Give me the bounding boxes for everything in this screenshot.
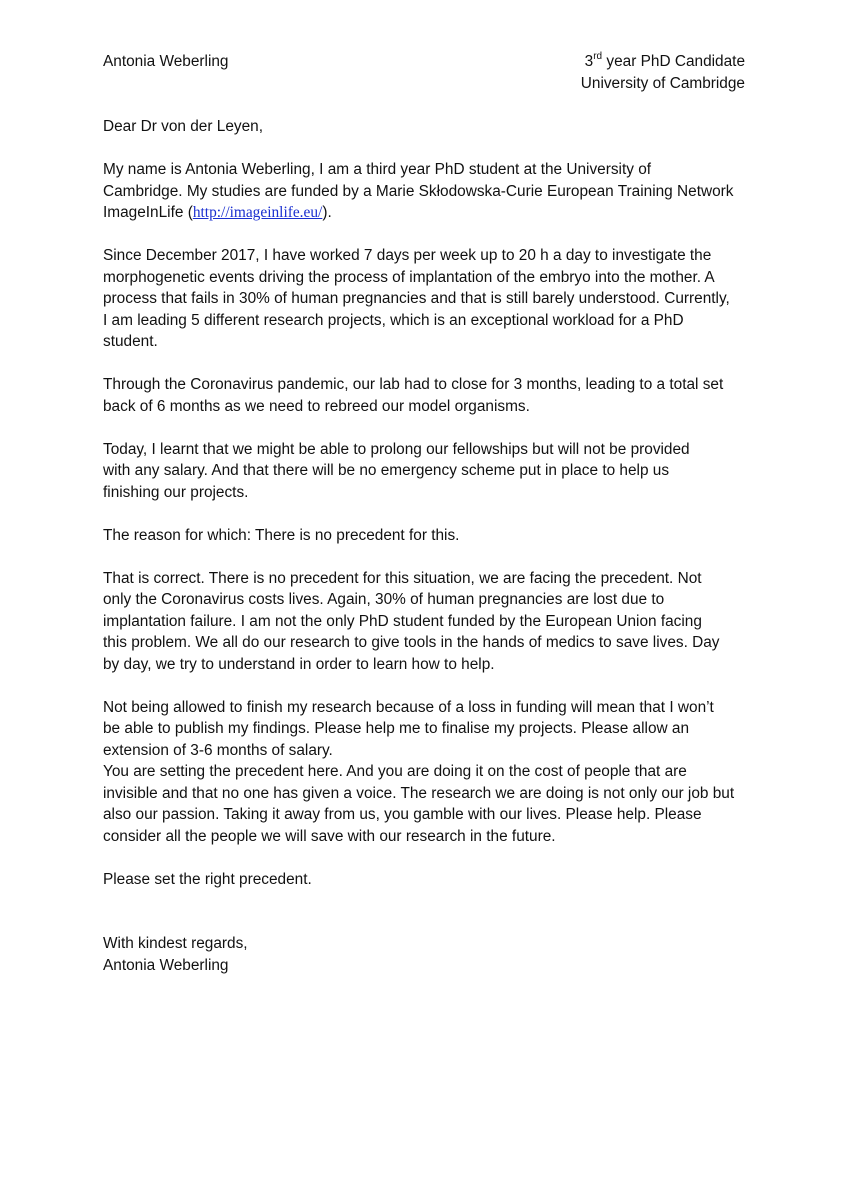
paragraph-line: with any salary. And that there will be no emergency scheme put in place to help us bbox=[103, 462, 670, 479]
paragraph-line: only the Coronavirus costs lives. Again, 30% of human pregnancies are lost due to bbox=[103, 591, 665, 608]
paragraph-line: Not being allowed to finish my research because of a loss in funding will mean that I won’t bbox=[103, 698, 714, 716]
sender-position bbox=[581, 51, 745, 73]
paragraph-line: That is correct. There is no precedent for this situation, we are facing the precedent. Not bbox=[103, 569, 702, 587]
year-ordinal: 3 bbox=[584, 53, 594, 70]
link-suffix: ). bbox=[322, 204, 332, 221]
letter-body bbox=[103, 116, 753, 976]
paragraph-pandemic bbox=[103, 374, 753, 417]
paragraph-appeal bbox=[103, 761, 753, 847]
paragraph-line: The reason for which: There is no precedent for this. bbox=[103, 526, 460, 544]
year-ordinal-suffix: rd bbox=[593, 50, 603, 62]
imageinlife-link[interactable]: http://imageinlife.eu/ bbox=[192, 204, 323, 221]
paragraph-line: Since December 2017, I have worked 7 days per week up to 20 h a day to investigate the bbox=[103, 247, 712, 264]
paragraph-line: extension of 3-6 months of salary. bbox=[103, 741, 333, 759]
paragraph-line: My name is Antonia Weberling, I am a third year PhD student at the University of bbox=[103, 161, 652, 178]
paragraph-line: student. bbox=[103, 333, 158, 350]
paragraph-reason bbox=[103, 525, 753, 547]
link-prefix: ImageInLife ( bbox=[103, 204, 193, 221]
paragraph-line: be able to publish my findings. Please help me to finalise my projects. Please allow an bbox=[103, 720, 690, 737]
paragraph-line: You are setting the precedent here. And you are doing it on the cost of people that are bbox=[103, 763, 687, 780]
paragraph-line: invisible and that no one has given a voice. The research we are doing is not only our job but bbox=[103, 784, 735, 802]
position-title: year PhD Candidate bbox=[602, 53, 745, 70]
paragraph-line: this problem. We all do our research to give tools in the hands of medics to save lives. Day bbox=[103, 634, 720, 651]
sign-off bbox=[103, 933, 753, 976]
paragraph-introduction bbox=[103, 159, 753, 224]
paragraph-final-plea bbox=[103, 869, 753, 891]
paragraph-line: I am leading 5 different research projects, which is an exceptional workload for a PhD bbox=[103, 311, 684, 329]
signature: Antonia Weberling bbox=[103, 956, 229, 974]
sender-name: Antonia Weberling bbox=[103, 53, 229, 70]
paragraph-line: morphogenetic events driving the process of implantation of the embryo into the mother. A bbox=[103, 268, 715, 286]
paragraph-line: finishing our projects. bbox=[103, 483, 249, 501]
paragraph-line: Please set the right precedent. bbox=[103, 870, 312, 888]
closing: With kindest regards, bbox=[103, 935, 248, 952]
paragraph-line: process that fails in 30% of human pregnancies and that is still barely understood. Currently, bbox=[103, 290, 730, 307]
paragraph-request bbox=[103, 697, 753, 762]
salutation bbox=[103, 116, 753, 138]
paragraph-precedent bbox=[103, 568, 753, 676]
paragraph-line: implantation failure. I am not the only PhD student funded by the European Union facing bbox=[103, 612, 702, 630]
paragraph-line bbox=[103, 202, 753, 224]
paragraph-work bbox=[103, 245, 753, 353]
sender-institution: University of Cambridge bbox=[580, 74, 745, 92]
paragraph-line: Through the Coronavirus pandemic, our lab had to close for 3 months, leading to a total set bbox=[103, 376, 724, 393]
salutation-line: Dear Dr von der Leyen, bbox=[103, 118, 263, 135]
paragraph-line: Cambridge. My studies are funded by a Marie Skłodowska-Curie European Training Network bbox=[103, 182, 734, 200]
paragraph-line: also our passion. Taking it away from us, you gamble with our lives. Please help. Please bbox=[103, 806, 702, 823]
sender-affiliation bbox=[581, 51, 745, 94]
paragraph-line: consider all the people we will save with our research in the future. bbox=[103, 827, 556, 845]
paragraph-line: Today, I learnt that we might be able to prolong our fellowships but will not be provided bbox=[103, 440, 690, 458]
paragraph-fellowship bbox=[103, 439, 753, 504]
paragraph-line: by day, we try to understand in order to learn how to help. bbox=[103, 655, 495, 673]
paragraph-line: back of 6 months as we need to rebreed our model organisms. bbox=[103, 397, 530, 415]
